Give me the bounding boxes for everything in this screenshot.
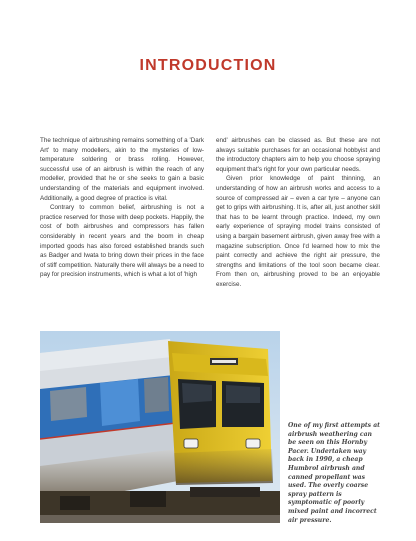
paragraph: end' airbrushes can be classed as. But these are not always suitable purchases for an occasional hobbyist and the introductory chapters aim to help you choose spraying equipment that's right for your own particular needs.: [216, 137, 380, 173]
paragraph: Given prior knowledge of paint thinning, an understanding of how an airbrush works and access to a source of compressed air – even a car tyre – anyone can get to grips with airbrushing. It is, after all, just another skill that has to be learnt through practice. Indeed, my own early experience of spraying model trains consisted of using a bargain basement airbrush, given away free with a magazine subscription. Once I'd learned how to mix the paint correctly and achieve the right air pressure, the strengths and limitations of the tool soon became clear. From then on, airbrushing proved to be an enjoyable exercise.: [216, 175, 380, 288]
text-column-right: [216, 136, 380, 290]
paragraph: Contrary to common belief, airbrushing is not a practice reserved for those with deep pockets. Happily, the cost of both airbrushes and compressors has fallen considerably in recent years and the boom in cheap imported goods has also forced established brands such as Badger and Iwata to bring down their prices in the face of stiff competition. Naturally there will always be a need to pay for precision instruments, which is what a lot of 'high: [40, 204, 204, 279]
paragraph: The technique of airbrushing remains something of a 'Dark Art' to many modellers, akin to the mysteries of low-temperature soldering or brass rolling. However, successful use of an airbrush is within the reach of any modeller, provided that he or she seeks to gain a basic understanding of the materials and equipment involved. Additionally, a good degree of practice is vital.: [40, 137, 204, 202]
page-title: INTRODUCTION: [139, 57, 277, 74]
train-model-photo: [40, 331, 280, 523]
text-column-left: [40, 136, 204, 280]
photo-caption: One of my first attempts at airbrush weathering can be seen on this Hornby Pacer. Undertaken way back in 1990, a cheap Humbrol airbrush and canned propellant was used. The overly coarse spray pattern is symptomatic of poorly mixed paint and incorrect air pressure.: [288, 422, 380, 524]
